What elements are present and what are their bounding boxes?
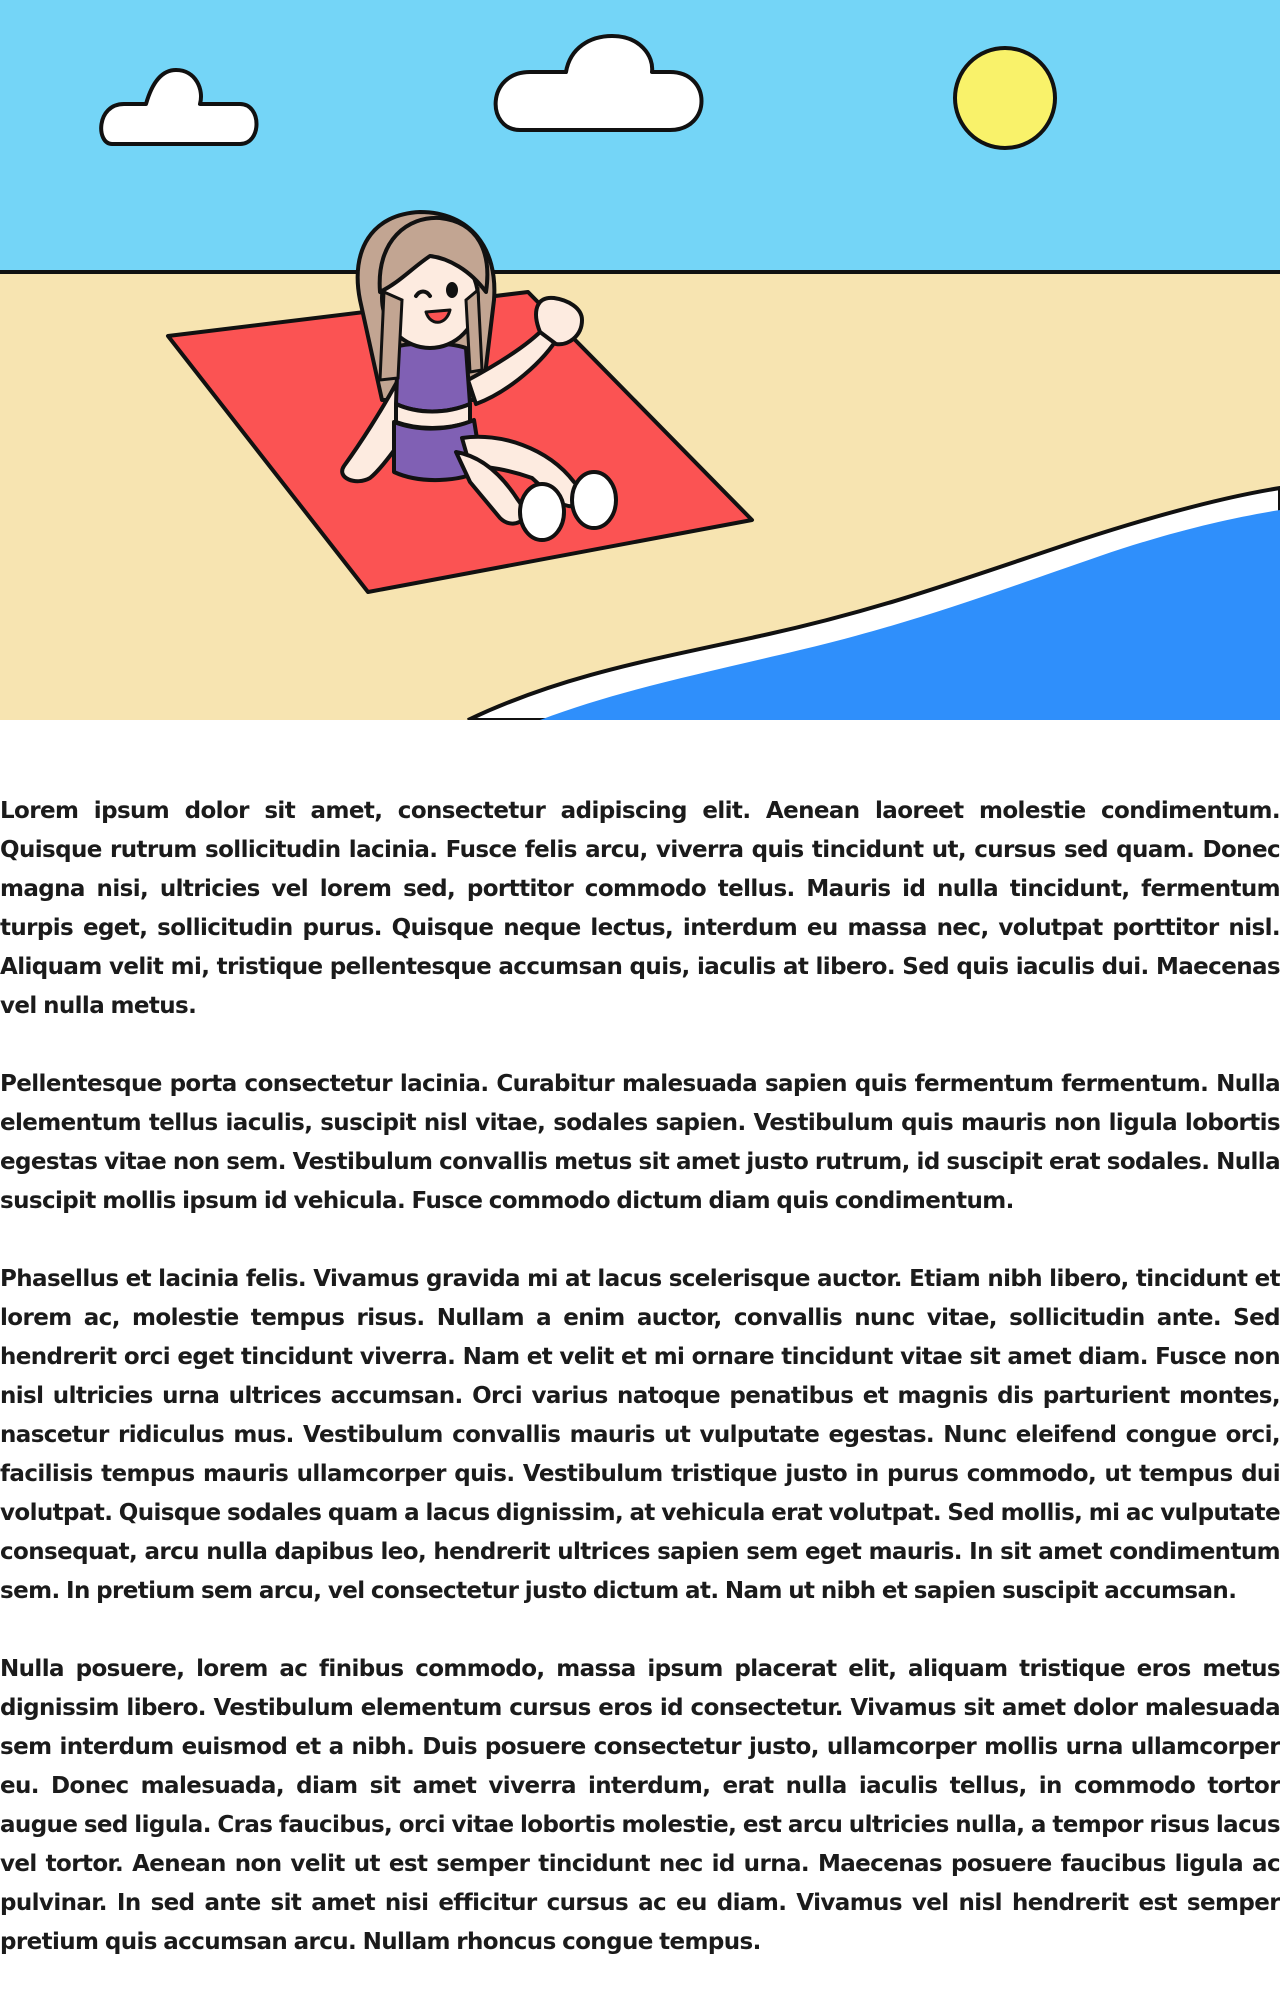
paragraph: Nulla posuere, lorem ac finibus commodo, massa ipsum placerat elit, aliquam tristique eros metus dignissim libero. Vestibulum elementum cursus eros id consectetur. Vivamus sit amet dolor malesuada sem interdum euismod et a nibh. Duis posuere consectetur justo, ullamcorper mollis urna ullamcorper eu. Donec malesuada, diam sit amet viverra interdum, erat nulla iaculis tellus, in commodo tortor augue sed ligula. Cras faucibus, orci vitae lobortis molestie, est arcu ultricies nulla, a tempor risus lacus vel tortor. Aenean non velit ut est semper tincidunt nec id urna. Maecenas posuere faucibus ligula ac pulvinar. In sed ante sit amet nisi efficitur cursus ac eu diam. Vivamus vel nisl hendrerit est semper pretium quis accumsan arcu. Nullam rhoncus congue tempus. [0, 1656, 1280, 1955]
article-body [0, 792, 1280, 2001]
paragraph: Pellentesque porta consectetur lacinia. Curabitur malesuada sapien quis fermentum fermentum. Nulla elementum tellus iaculis, suscipit nisl vitae, sodales sapien. Vestibulum quis mauris non ligula lobortis egestas vitae non sem. Vestibulum convallis metus sit amet justo rutrum, id suscipit erat sodales. Nulla suscipit mollis ipsum id vehicula. Fusce commodo dictum diam quis condimentum. [0, 1071, 1280, 1214]
sun-icon [955, 48, 1055, 148]
beach-illustration [0, 0, 1280, 720]
paragraph: Phasellus et lacinia felis. Vivamus gravida mi at lacus scelerisque auctor. Etiam nibh libero, tincidunt et lorem ac, molestie tempus risus. Nullam a enim auctor, convallis nunc vitae, sollicitudin ante. Sed hendrerit orci eget tincidunt viverra. Nam et velit et mi ornare tincidunt vitae sit amet diam. Fusce non nisl ultricies urna ultrices accumsan. Orci varius natoque penatibus et magnis dis parturient montes, nascetur ridiculus mus. Vestibulum convallis mauris ut vulputate egestas. Nunc eleifend congue orci, facilisis tempus mauris ullamcorper quis. Vestibulum tristique justo in purus commodo, ut tempus dui volutpat. Quisque sodales quam a lacus dignissim, at vehicula erat volutpat. Sed mollis, mi ac vulputate consequat, arcu nulla dapibus leo, hendrerit ultrices sapien sem eget mauris. In sit amet condimentum sem. In pretium sem arcu, vel consectetur justo dictum at. Nam ut nibh et sapien suscipit accumsan. [0, 1266, 1280, 1604]
paragraph: Lorem ipsum dolor sit amet, consectetur adipiscing elit. Aenean laoreet molestie condimentum. Quisque rutrum sollicitudin lacinia. Fusce felis arcu, viverra quis tincidunt ut, cursus sed quam. Donec magna nisi, ultricies vel lorem sed, porttitor commodo tellus. Mauris id nulla tincidunt, fermentum turpis eget, sollicitudin purus. Quisque neque lectus, interdum eu massa nec, volutpat porttitor nisl. Aliquam velit mi, tristique pellentesque accumsan quis, iaculis at libero. Sed quis iaculis dui. Maecenas vel nulla metus. [0, 798, 1280, 1019]
